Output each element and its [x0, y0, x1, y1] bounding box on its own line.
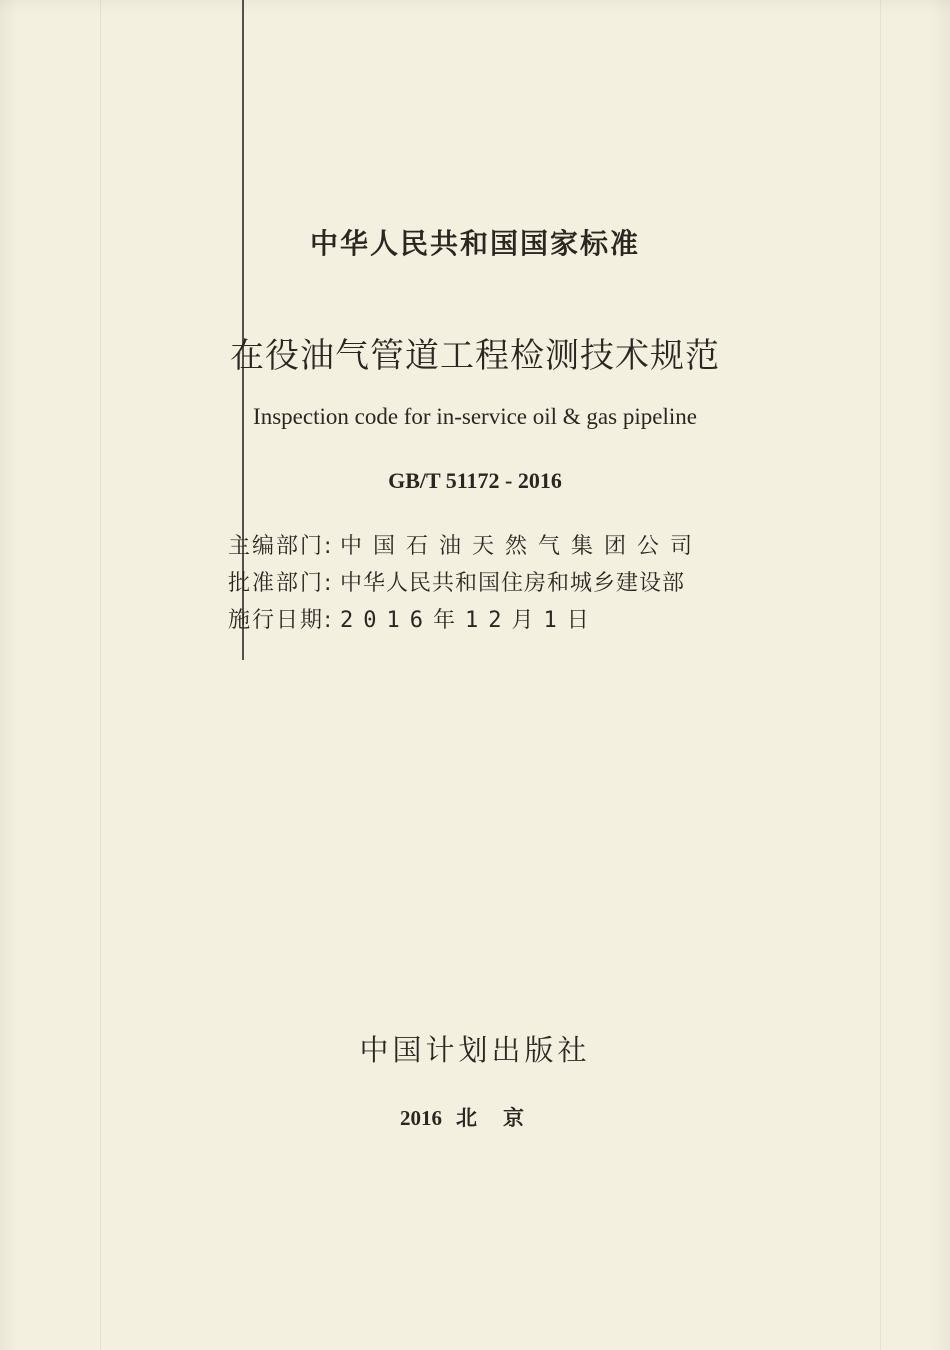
info-value: 中华人民共和国住房和城乡建设部: [340, 571, 686, 596]
standard-category-header: 中华人民共和国国家标准: [309, 227, 640, 260]
publication-info: [228, 528, 718, 639]
publication-city: 北京: [456, 1106, 550, 1130]
publisher: 中国计划出版社: [359, 1033, 591, 1067]
publication-place: [0, 1102, 950, 1132]
info-label: 批准部门:: [228, 571, 334, 596]
info-label: 施行日期:: [228, 608, 334, 633]
info-value: 2016年12月1日: [340, 608, 599, 633]
info-label: 主编部门:: [228, 534, 334, 559]
title-english: Inspection code for in-service oil & gas pipeline: [253, 404, 697, 429]
title-chinese: 在役油气管道工程检测技术规范: [230, 336, 720, 376]
publication-year: 2016: [400, 1106, 442, 1130]
info-row-effective-date: [228, 602, 718, 639]
info-row-editor: [228, 528, 718, 565]
standard-code: GB/T 51172 - 2016: [388, 468, 562, 493]
info-value: 中国石油天然气集团公司: [340, 534, 704, 559]
info-row-approver: [228, 565, 718, 602]
